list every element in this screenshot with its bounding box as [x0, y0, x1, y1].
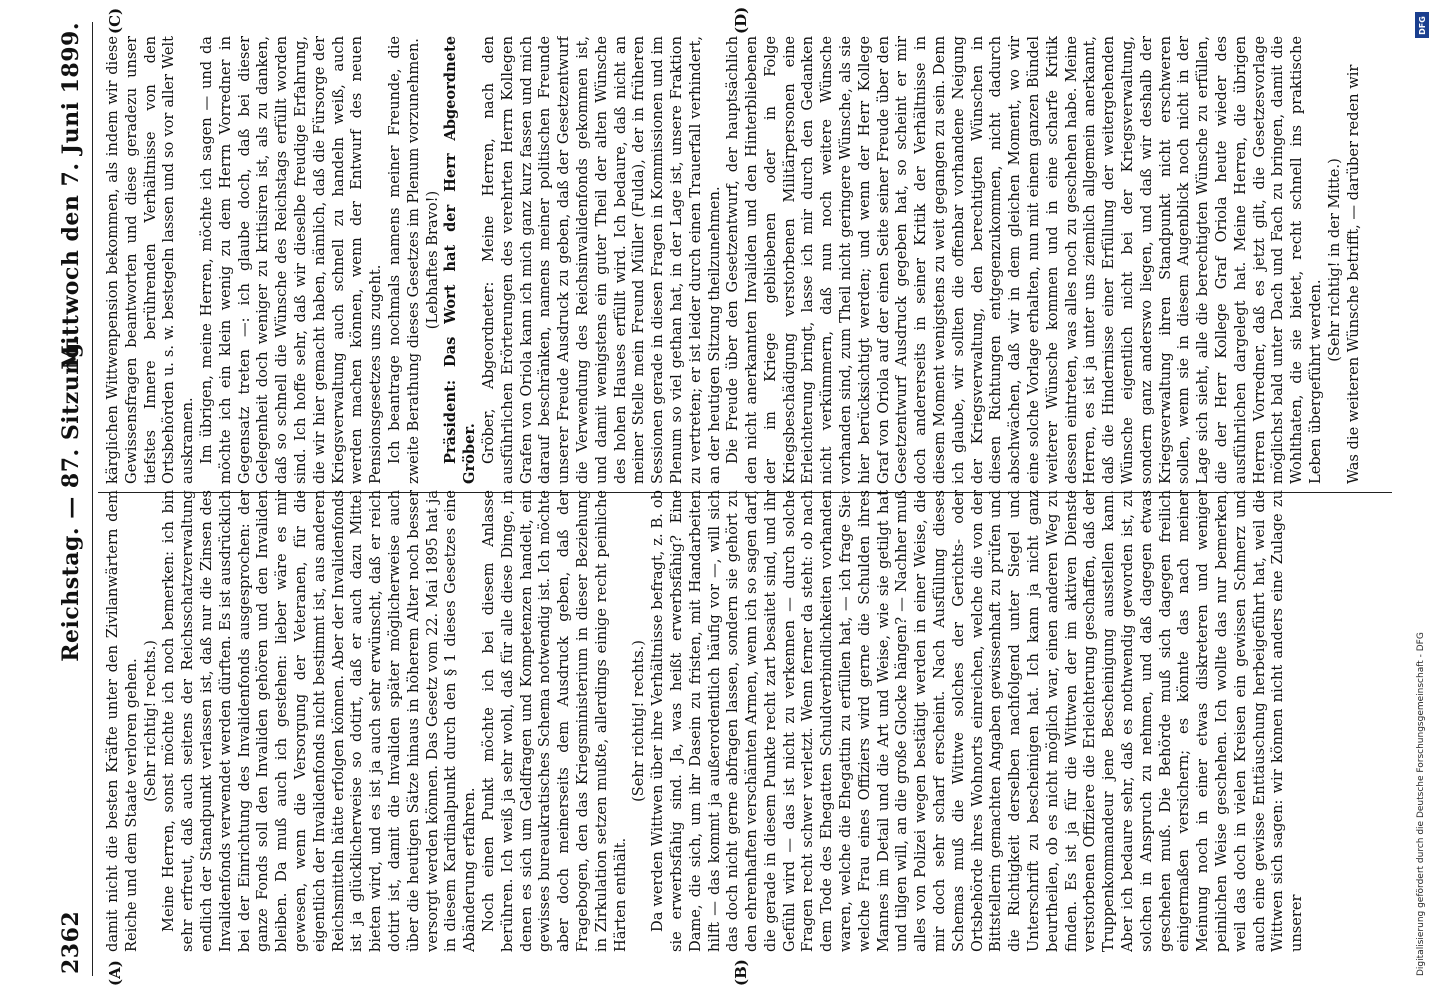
digitization-strip	[1414, 6, 1432, 996]
paragraph: Noch einen Punkt möchte ich bei diesem Anlasse berühren. Ich weiß ja sehr wohl, daß für alle diese Dinge, in denen es sich um Geldfragen und Kompetenzen handelt, ein gewisses bureaukratisches Schema notwendig ist. Ich möchte aber doch meinerseits dem Ausdruck geben, daß der Fragebogen, den das Kriegsministerium in dieser Beziehung in Zirkulation setzen mußte, allerdings einige recht peinliche Härten enthält.	[479, 490, 629, 952]
paragraph: Meine Herren, sonst möchte ich noch bemerken: ich bin sehr erfreut, daß auch seitens der Reichsschatzverwaltung endlich der Standpunkt verlassen ist, daß nur die Zinsen des Invalidenfonds verwendet werden dürften. Es ist ausdrücklich bei der Einrichtung des Invalidenfonds ausgesprochen: der ganze Fonds soll den Invaliden gehören und den Invaliden bleiben. Da muß auch ich gestehen: lieber wäre es mir gewesen, wenn die Versorgung der Veteranen, für die eigentlich der Invalidenfonds nicht bestimmt ist, aus anderen Reichsmitteln hätte erfolgen können. Aber der Invalidenfonds ist ja glücklicherweise so dotirt, daß er auch dazu Mittel bieten wird, und es ist ja auch sehr erwünscht, daß er reich dotirt ist, damit die Invaliden später möglicherweise auch über die heutigen Sätze hinaus in höherem Alter noch besser versorgt werden können. Das Gesetz vom 22. Mai 1895 hat ja in diesem Kardinalpunkt durch den § 1 dieses Gesetzes eine Abänderung erfahren.	[160, 490, 479, 952]
paragraph: Was die weiteren Wünsche betrifft, — darüber reden wir	[1344, 64, 1362, 484]
interjection: (Sehr richtig! rechts.)	[141, 640, 159, 802]
marker-c: (C)	[106, 7, 124, 34]
paragraph: Ich beantrage nochmals namens meiner Freunde, die zweite Berathung dieses Gesetzes im Plenum vorzunehmen.	[385, 36, 422, 484]
interjection: (Sehr richtig! in der Mitte.)	[1325, 158, 1343, 362]
digitization-note: Digitalisierung gefördert durch die Deutsche Forschungsgemeinschaft - DFG	[1416, 632, 1426, 976]
marker-a: (A)	[106, 960, 124, 986]
session-title: Reichstag. — 87. Sitzung.	[58, 334, 84, 662]
printed-page	[32, 0, 1412, 1000]
left-column	[104, 490, 1382, 952]
session-date: Mittwoch den 7. Juni 1899.	[58, 22, 84, 370]
speaker-paragraph: Präsident: Das Wort hat der Herr Abgeordnete Gröber.	[442, 36, 479, 484]
page-header	[58, 22, 92, 974]
marker-d: (D)	[732, 6, 750, 34]
interjection: (Lebhaftes Bravo!)	[423, 190, 441, 330]
dfg-logo: DFG	[1415, 12, 1429, 38]
right-column	[104, 36, 1382, 484]
paragraph: Da werden Wittwen über ihre Verhältnisse befragt, z. B. ob sie erwerbsfähig sind. Ja, was heißt erwerbsfähig? Eine Dame, die sich, um ihr Dasein zu fristen, mit Handarbeiten hilft — das kommt ja außerordentlich häufig vor —, will sich das doch nicht gerne abfragen lassen, sondern sie gehört zu den ehrenhaften verschämten Armen, wenn ich so sagen darf, die gerade in diesem Punkte recht zart besaitet sind, und ihr Gefühl wird — das ist nicht zu verkennen — durch solche Fragen recht schwer verletzt. Wenn ferner da steht: ob nach dem Tode des Ehegatten Schuldverbindlichkeiten vorhanden waren, welche die Ehegattin zu erfüllen hat, — ich frage Sie: welche Frau eines Offiziers wird gerne die Schulden ihres Mannes im Detail und die Art und Weise, wie sie getilgt hat und tilgen will, an die große Glocke hängen? — Nachher muß alles von Polizei wegen bestätigt werden in einer Weise, die mir doch sehr scharf erscheint. Nach Ausfüllung dieses Schemas muß die Wittwe solches der Gerichts- oder Ortsbehörde ihres Wohnorts einreichen, welche die von der Bittstellerin gemachten Angaben gewissenhaft zu prüfen und die Richtigkeit derselben nachfolgend unter Siegel und Unterschrift zu bescheinigen hat. Ich kann ja nicht ganz beurtheilen, ob es nicht möglich war, einen anderen Weg zu finden. Es ist ja für die Wittwen der im aktiven Dienste verstorbenen Offiziere die Erleichterung geschaffen, daß der Truppenkommandeur jene Bescheinigung ausstellen kann. Aber ich bedaure sehr, daß es nothwendig geworden ist, zu solchen in Anspruch zu nehmen, und daß dagegen etwas geschehen muß. Die Behörde muß sich dagegen freilich einigermaßen versichern; es könnte das nach meiner Meinung noch in einer etwas diskreteren und weniger peinlichen Weise geschehen. Ich wollte das nur bemerken, weil das doch in vielen Kreisen ein gewissen Schmerz und auch eine gewisse Enttäuschung herbeigeführt hat, weil die Wittwen sich sagen: wir können nicht anders eine Zulage zu unserer	[649, 490, 1306, 952]
interjection: (Sehr richtig! rechts.)	[630, 640, 648, 802]
page-number: 2362	[58, 910, 84, 974]
paragraph: Die Freude über den Gesetzentwurf, der hauptsächlich den nicht anerkannten Invaliden und den Hinterbliebenen der im Kriege gebliebenen oder in Folge Kriegsbeschädigung verstorbenen Militärpersonen eine Erleichterung bringt, lasse ich mir durch den Gedanken nicht verkümmern, daß nun noch weitere Wünsche vorhanden sind, zum Theil nicht geringere Wünsche, als sie hier berücksichtigt werden; und wenn der Herr Kollege Graf von Oriola auf der einen Seite seiner Freude über den Gesetzentwurf Ausdruck gegeben hat, so scheint er mir doch andererseits in seiner Kritik der Verhältnisse in diesem Moment wenigstens zu weit gegangen zu sein. Denn ich glaube, wir sollten die offenbar vorhandene Neigung der Kriegsverwaltung, den berechtigten Wünschen in diesen Richtungen entgegenzukommen, nicht dadurch abschwächen, daß wir in dem gleichen Moment, wo wir eine solche Vorlage erhalten, nun mit einem ganzen Bündel weiterer Wünsche kommen und in eine scharfe Kritik dessen eintreten, was alles noch zu geschehen habe. Meine Herren, es ist ja unter uns ziemlich allgemein anerkannt, daß die Hindernisse einer Erfüllung der weitergehenden Wünsche eigentlich nicht bei der Kriegsverwaltung, sondern ganz anderswo liegen, und daß wir deshalb der Kriegsverwaltung ihren Standpunkt nicht erschweren sollen, wenn sie in diesem Augenblick noch nicht in der Lage sich sieht, alle die berechtigten Wünsche zu erfüllen, die der Herr Kollege Graf Oriola heute wieder des ausführlichen dargelegt hat. Meine Herren, die übrigen Herren Vorredner, daß es jetzt gilt, die Gesetzesvorlage möglichst bald unter Dach und Fach zu bringen, damit die Wohlthaten, die sie bietet, recht schnell ins praktische Leben übergeführt werden.	[724, 36, 1324, 484]
header-rule	[92, 22, 93, 976]
paragraph: Im übrigen, meine Herren, möchte ich sagen — und da möchte ich ein klein wenig zu dem Herrn Vorredner in Gegensatz treten —: ich glaube doch, daß bei dieser Gelegenheit doch weniger zu kritisiren ist, als zu danken, daß so schnell die Wünsche des Reichstags erfüllt worden sind. Ich hoffe sehr, daß wir dieselbe freudige Erfahrung, die wir hier gemacht haben, nämlich, daß die Fürsorge der Kriegsverwaltung auch schnell zu handeln weiß, auch werden machen können, wenn der Entwurf des neuen Pensionsgesetzes uns zugeht.	[197, 36, 385, 484]
marker-b: (B)	[732, 959, 750, 986]
paragraph: damit nicht die besten Kräfte unter den Zivilanwärtern dem Reiche und dem Staate verloren gehen.	[104, 490, 140, 952]
paragraph: kärglichen Wittwenpension bekommen, als indem wir diese Gewissensfragen beantworten und diese geradezu unser tiefstes Innere berührenden Verhältnisse von den Ortsbehörden u. s. w. bestegeln lassen und so vor aller Welt auskramen.	[104, 36, 197, 484]
speaker-paragraph: Gröber, Abgeordneter: Meine Herren, nach den ausführlichen Erörterungen des verehrten Herrn Kollegen Grafen von Oriola kann ich mich ganz kurz fassen und mich darauf beschränken, namens meiner politischen Freunde unserer Freude Ausdruck zu geben, daß der Gesetzentwurf die Verwendung des Reichsinvalidenfonds gekommen ist, und damit wenigstens ein guter Theil der alten Wünsche des hohen Hauses erfüllt wird. Ich bedaure, daß nicht an meiner Stelle mein Freund Müller (Fulda), der in früheren Sessionen gerade in diesen Fragen in Kommissionen und im Plenum so viel gethan hat, in der Lage ist, unsere Fraktion zu vertreten; er ist leider durch einen Trauerfall verhindert, an der heutigen Sitzung theilzunehmen.	[479, 36, 723, 484]
